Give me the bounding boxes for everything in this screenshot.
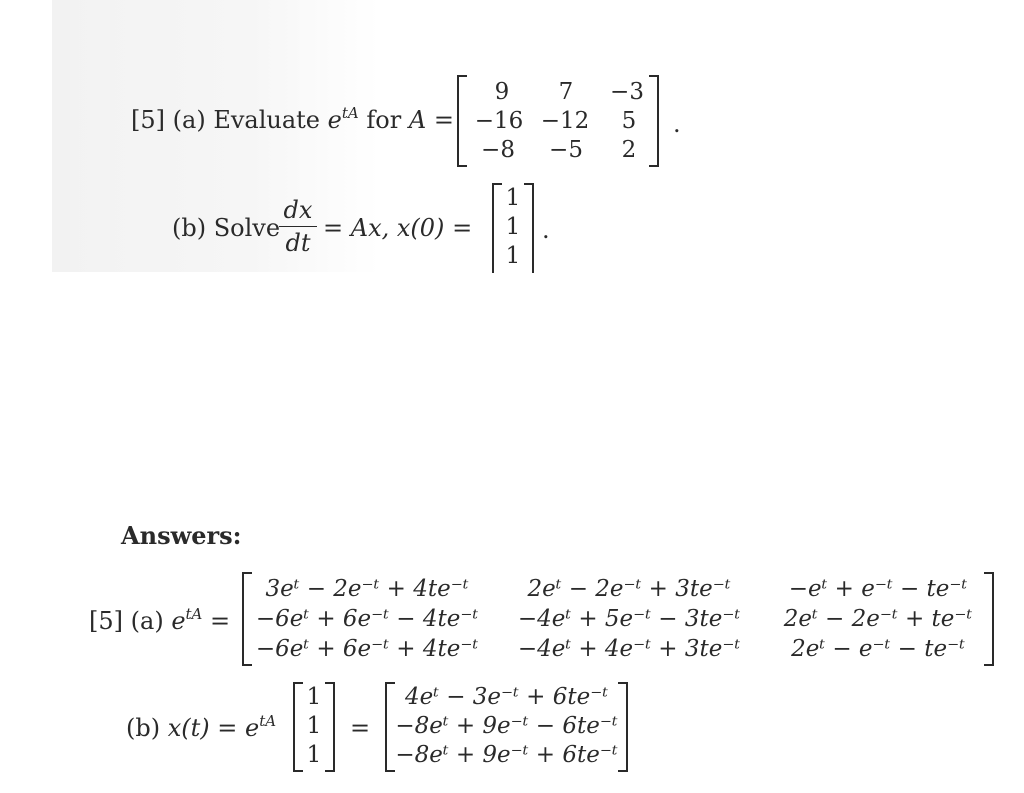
derivative-fraction [279, 196, 317, 257]
answer-b-label: (b) [126, 714, 161, 742]
result-cell: 4eᵗ − 3e⁻ᵗ + 6te⁻ᵗ [404, 684, 609, 710]
vector-cell: 1 [306, 713, 322, 739]
matrix-cell: 5 [621, 108, 637, 134]
matrix-cell: −12 [540, 108, 590, 134]
initial-condition: x(0) [396, 214, 445, 242]
fraction-numerator: dx [283, 196, 313, 224]
answer-number: [5] [89, 607, 123, 635]
vector-cell: 1 [306, 684, 322, 710]
part-b-label: (b) [172, 214, 207, 242]
exp-power: tA [259, 712, 277, 730]
problem-a-statement [131, 104, 454, 134]
exp-base: e [327, 106, 342, 134]
part-a-label: (a) [172, 106, 206, 134]
equals-sign: = [210, 607, 231, 635]
answer-a-lhs [89, 605, 231, 635]
exp-base: e [245, 714, 260, 742]
answer-vector-ones [293, 682, 335, 772]
matrix-cell: 2 [621, 137, 637, 163]
answer-cell: 3eᵗ − 2e⁻ᵗ + 4te⁻ᵗ [265, 576, 469, 602]
matrix-cell: 9 [494, 79, 510, 105]
answer-a-label: (a) [130, 607, 164, 635]
exp-power: tA [185, 605, 203, 623]
matrix-cell: −3 [610, 79, 644, 105]
vector-cell: 1 [505, 185, 521, 211]
vector-cell: 1 [505, 243, 521, 269]
answer-cell: 2eᵗ − e⁻ᵗ − te⁻ᵗ [791, 636, 965, 662]
answer-cell: −eᵗ + e⁻ᵗ − te⁻ᵗ [788, 576, 968, 602]
answer-matrix [242, 572, 994, 666]
answer-cell: −6eᵗ + 6e⁻ᵗ + 4te⁻ᵗ [255, 636, 479, 662]
result-cell: −8eᵗ + 9e⁻ᵗ + 6te⁻ᵗ [395, 742, 618, 768]
answer-cell: −4eᵗ + 5e⁻ᵗ − 3te⁻ᵗ [517, 606, 741, 632]
matrix-name: A [408, 106, 427, 134]
exp-power: tA [341, 104, 359, 122]
left-bracket [385, 682, 395, 772]
equals-sign: = [323, 214, 344, 242]
equals-sign: = [217, 714, 238, 742]
problem-number: [5] [131, 106, 165, 134]
answer-cell: 2eᵗ − 2e⁻ᵗ + te⁻ᵗ [783, 606, 973, 632]
fraction-denominator: dt [285, 229, 311, 257]
answer-cell: −6eᵗ + 6e⁻ᵗ − 4te⁻ᵗ [255, 606, 479, 632]
period: . [542, 216, 550, 244]
matrix-a [457, 75, 659, 167]
right-bracket [618, 682, 628, 772]
problem-b-label [172, 216, 280, 240]
initial-vector [492, 183, 534, 273]
solution-lhs: x(t) [167, 714, 210, 742]
part-a-text: Evaluate [213, 106, 321, 134]
vector-cell: 1 [505, 214, 521, 240]
answers-title: Answers: [121, 521, 242, 550]
equals-sign: = [452, 214, 473, 242]
ode-rhs [323, 216, 472, 240]
solve-text: Solve [213, 214, 281, 242]
vector-cell: 1 [306, 742, 322, 768]
right-bracket [984, 572, 994, 666]
answer-cell: −4eᵗ + 4e⁻ᵗ + 3te⁻ᵗ [517, 636, 741, 662]
fraction-bar [279, 226, 317, 227]
period: . [673, 110, 681, 138]
exp-base: e [171, 607, 186, 635]
matrix-cell: −16 [474, 108, 524, 134]
for-text: for [366, 106, 402, 134]
matrix-cell: −5 [549, 137, 583, 163]
answer-result-vector [385, 682, 628, 772]
equals-sign: = [350, 714, 371, 742]
result-cell: −8eᵗ + 9e⁻ᵗ − 6te⁻ᵗ [395, 713, 618, 739]
matrix-cell: 7 [558, 79, 574, 105]
answer-b-lhs [126, 712, 277, 742]
matrix-cell: −8 [481, 137, 515, 163]
left-bracket [242, 572, 252, 666]
equals-sign: = [433, 106, 454, 134]
left-bracket [457, 75, 467, 167]
answer-cell: 2eᵗ − 2e⁻ᵗ + 3te⁻ᵗ [527, 576, 731, 602]
ode-rhs-text: Ax, [350, 214, 390, 242]
